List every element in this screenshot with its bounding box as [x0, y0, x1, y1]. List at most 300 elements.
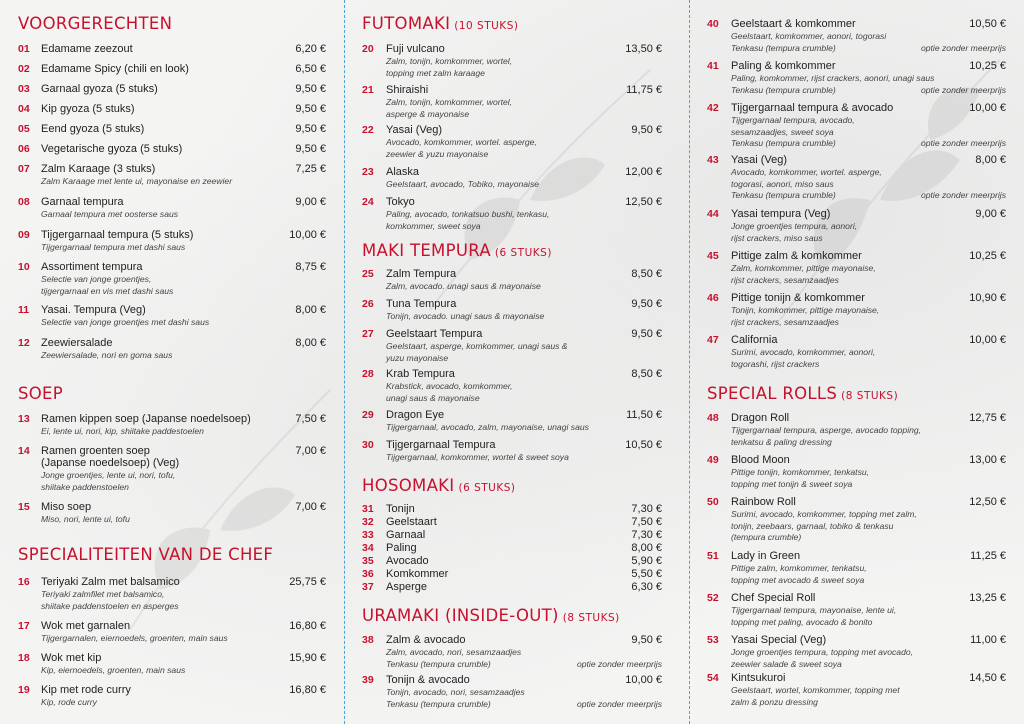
item-number: 07 [18, 163, 30, 175]
item-number: 40 [707, 18, 719, 30]
menu-item [18, 501, 326, 524]
item-name: Zalm & avocado [386, 634, 466, 646]
item-price: 10,00 € [289, 229, 326, 241]
item-number: 28 [362, 368, 374, 380]
item-number: 39 [362, 674, 374, 686]
item-number: 44 [707, 208, 719, 220]
menu-item [18, 163, 326, 186]
item-number: 13 [18, 413, 30, 425]
item-number: 38 [362, 634, 374, 646]
item-description: komkommer, sweet soya [386, 220, 481, 231]
item-number: 19 [18, 684, 30, 696]
menu-item [707, 412, 1006, 447]
item-price: 8,50 € [631, 268, 662, 280]
item-number: 36 [362, 568, 374, 580]
menu-item [707, 550, 1006, 585]
item-name: Yasai tempura (Veg) [731, 208, 831, 220]
item-description: Tijgergarnaal tempura, mayonaise, lente ui, [731, 605, 897, 615]
item-description: Jonge groentjes, lente ui, nori, tofu, [41, 470, 176, 480]
item-name: Krab Tempura [386, 368, 455, 380]
menu-item [362, 634, 662, 669]
item-number: 02 [18, 63, 30, 75]
item-description: Geelstaart, avocado, Tobiko, mayonaise [386, 179, 540, 189]
item-name: Dragon Eye [386, 409, 445, 421]
item-name: Geelstaart & komkommer [731, 18, 856, 30]
item-description: shiitake paddenstoelen [41, 481, 129, 492]
item-description: Zalm, avocado, nori, sesamzaadjes [386, 647, 522, 657]
item-price: 7,50 € [631, 516, 662, 528]
item-description: Pittige zalm, komkommer, tenkatsu, [731, 563, 867, 573]
item-number: 29 [362, 409, 374, 421]
menu-item [18, 576, 326, 611]
menu-item [362, 503, 662, 517]
item-description: Kip, eiernoedels, groenten, main saus [41, 665, 186, 675]
section-title [362, 241, 552, 260]
item-number: 05 [18, 123, 30, 135]
item-name: Lady in Green [731, 550, 801, 562]
menu-item [707, 250, 1006, 285]
item-description: Jonge groentjes tempura, aonori, [731, 221, 858, 231]
item-name: Zalm Tempura [386, 268, 457, 280]
item-description: Zeewiersalade, nori en goma saus [41, 350, 173, 360]
item-price: 25,75 € [289, 576, 326, 588]
menu-item [707, 592, 1006, 627]
item-option: optie zonder meerprijs [920, 190, 1006, 200]
item-price: 14,50 € [969, 672, 1006, 684]
item-number: 23 [362, 166, 374, 178]
menu-item [362, 555, 662, 569]
menu-item [707, 60, 1006, 95]
item-name: Edamame zeezout [41, 43, 133, 55]
item-price: 10,25 € [969, 60, 1006, 72]
item-description: zeewier salade & sweet soya [731, 658, 842, 669]
item-number: 31 [362, 503, 374, 515]
section-title-text: HOSOMAKI [362, 476, 455, 495]
section-subtitle: (8 STUKS) [562, 612, 620, 624]
menu-item [707, 208, 1006, 243]
item-name: Tonijn [386, 503, 415, 515]
menu-item [362, 298, 662, 321]
section-subtitle: (8 STUKS) [841, 390, 899, 402]
item-name: Assortiment tempura [41, 261, 143, 273]
item-number: 25 [362, 268, 374, 280]
item-number: 49 [707, 454, 719, 466]
item-price: 8,00 € [295, 337, 326, 349]
item-description: Tenkasu (tempura crumble) [731, 84, 836, 95]
item-description: tonijn, zeebaars, garnaal, tobiko & tenkasu [731, 520, 894, 531]
menu-item [18, 652, 326, 675]
item-number: 51 [707, 550, 719, 562]
item-price: 9,50 € [295, 143, 326, 155]
section-subtitle: (6 STUKS) [458, 482, 516, 494]
item-price: 13,00 € [969, 454, 1006, 466]
menu-item [18, 337, 326, 360]
section-title-text: SOEP [18, 384, 64, 403]
item-number: 33 [362, 529, 374, 541]
item-option: optie zonder meerprijs [576, 658, 662, 669]
item-name: Yasai (Veg) [731, 154, 788, 166]
item-description: asperge & mayonaise [386, 108, 470, 119]
item-number: 12 [18, 337, 30, 349]
menu-item [362, 516, 662, 530]
item-number: 21 [362, 84, 374, 96]
item-name: Chef Special Roll [731, 592, 816, 604]
menu-item [362, 409, 662, 432]
item-number: 08 [18, 196, 30, 208]
item-description: Zalm, avocado. unagi saus & mayonaise [386, 281, 541, 291]
item-number: 24 [362, 196, 374, 208]
menu-item [362, 124, 662, 159]
item-price: 6,30 € [631, 581, 662, 593]
item-description: Tijgergarnaal, komkommer, wortel & sweet soya [386, 452, 569, 462]
item-description: Geelstaart, asperge, komkommer, unagi saus & [386, 341, 568, 351]
item-description: yuzu mayonaise [386, 352, 449, 363]
item-description: Geelstaart, wortel, komkommer, topping met [731, 685, 900, 695]
item-description: Tonijn, komkommer, pittige mayonaise, [731, 305, 880, 315]
section-title-text: SPECIALITEITEN VAN DE CHEF [18, 545, 274, 564]
item-name: Dragon Roll [731, 412, 790, 424]
section-title-text: FUTOMAKI [362, 14, 451, 33]
item-name: Tijgergarnaal tempura & avocado [731, 102, 894, 114]
item-description: Teriyaki zalmfilet met balsamico, [41, 589, 165, 599]
menu-item [362, 529, 662, 543]
item-description: Zalm, komkommer, pittige mayonaise, [731, 263, 876, 273]
menu-item [362, 166, 662, 189]
item-number: 09 [18, 229, 30, 241]
item-name: Geelstaart Tempura [386, 328, 483, 340]
item-price: 15,90 € [289, 652, 326, 664]
item-description: Tonijn, avocado, nori, sesamzaadjes [386, 687, 525, 697]
item-description: tenkatsu & paling dressing [731, 436, 832, 447]
item-price: 13,50 € [625, 43, 662, 55]
item-description: Tenkasu (tempura crumble) [731, 138, 836, 148]
menu-item [18, 684, 326, 707]
item-description: (tempura crumble) [731, 532, 802, 542]
item-description: Zalm, tonijn, komkommer, wortel, [386, 56, 513, 66]
item-number: 10 [18, 261, 30, 273]
item-number: 50 [707, 496, 719, 508]
section-title [362, 476, 516, 495]
item-name: Yasai. Tempura (Veg) [41, 304, 146, 316]
item-name: Asperge [386, 581, 427, 593]
item-name: Wok met kip [41, 652, 102, 664]
item-description: Tijgergarnaal tempura met dashi saus [41, 242, 186, 252]
item-number: 47 [707, 334, 719, 346]
menu-item [18, 83, 326, 97]
item-name: Edamame Spicy (chili en look) [41, 63, 189, 75]
item-price: 9,50 € [631, 124, 662, 136]
item-number: 16 [18, 576, 30, 588]
item-number: 20 [362, 43, 374, 55]
menu-item [18, 143, 326, 157]
item-name: Miso soep [41, 501, 92, 513]
item-price: 9,00 € [975, 208, 1006, 220]
item-description: shiitake paddenstoelen en asperges [41, 600, 179, 611]
section-title [362, 14, 518, 33]
item-name: Tijgergarnaal Tempura [386, 439, 496, 451]
menu-item [707, 496, 1006, 542]
section-title [18, 545, 273, 564]
section-title-text: MAKI TEMPURA [362, 241, 491, 260]
menu-item [362, 439, 662, 462]
item-name: Zalm Karaage (3 stuks) [41, 163, 156, 175]
item-price: 8,75 € [295, 261, 326, 273]
item-price: 13,25 € [969, 592, 1006, 604]
item-price: 7,25 € [295, 163, 326, 175]
item-number: 26 [362, 298, 374, 310]
item-price: 6,20 € [295, 43, 326, 55]
item-name: Ramen kippen soep (Japanse noedelsoep) [41, 413, 251, 425]
menu-item [362, 581, 662, 595]
item-number: 30 [362, 439, 374, 451]
item-price: 12,00 € [625, 166, 662, 178]
menu-item [707, 102, 1006, 148]
menu-item [362, 674, 662, 709]
item-name: Blood Moon [731, 454, 790, 466]
menu-item [707, 672, 1006, 707]
menu-item [18, 413, 326, 436]
item-number: 27 [362, 328, 374, 340]
menu-item [707, 334, 1006, 369]
item-price: 7,50 € [295, 413, 326, 425]
item-description: Tenkasu (tempura crumble) [731, 42, 836, 53]
item-name: Avocado [386, 555, 429, 567]
item-name: Yasai (Veg) [386, 124, 443, 136]
item-description: Tijgergarnaal tempura, avocado, [731, 115, 855, 125]
menu-item [362, 84, 662, 119]
item-name: Tokyo [386, 196, 415, 208]
item-number: 04 [18, 103, 30, 115]
item-name: Paling [386, 542, 417, 554]
item-number: 37 [362, 581, 374, 593]
item-description: Pittige tonijn, komkommer, tenkatsu, [731, 467, 870, 477]
item-name: Paling & komkommer [731, 60, 836, 72]
menu-item [18, 304, 326, 327]
item-number: 35 [362, 555, 374, 567]
menu-item [707, 154, 1006, 200]
section-title [18, 14, 172, 33]
item-price: 9,50 € [295, 123, 326, 135]
item-description: Garnaal tempura met oosterse saus [41, 209, 179, 219]
item-description: Tenkasu (tempura crumble) [386, 658, 491, 669]
item-number: 06 [18, 143, 30, 155]
item-name: Tuna Tempura [386, 298, 457, 310]
item-description: togorasi, aonori, miso saus [731, 178, 834, 189]
item-description: Krabstick, avocado, komkommer, [386, 381, 513, 391]
menu-item [18, 261, 326, 296]
item-price: 12,75 € [969, 412, 1006, 424]
item-number: 18 [18, 652, 30, 664]
item-description: topping met paling, avocado & bonito [731, 616, 873, 627]
item-description: sesamzaadjes, sweet soya [731, 126, 834, 137]
item-description: zeewier & yuzu mayonaise [386, 148, 489, 159]
item-price: 10,00 € [969, 102, 1006, 114]
item-description: Tijgergarnalen, eiernoedels, groenten, main saus [41, 633, 228, 643]
item-description: topping met avocado & sweet soya [731, 574, 865, 585]
menu-item [362, 368, 662, 403]
item-name: Vegetarische gyoza (5 stuks) [41, 143, 183, 155]
item-number: 48 [707, 412, 719, 424]
item-number: 52 [707, 592, 719, 604]
item-name: Fuji vulcano [386, 43, 445, 55]
item-number: 03 [18, 83, 30, 95]
item-number: 01 [18, 43, 30, 55]
item-price: 7,30 € [631, 503, 662, 515]
item-price: 16,80 € [289, 684, 326, 696]
item-description: Tonijn, avocado. unagi saus & mayonaise [386, 311, 545, 321]
menu-item [18, 63, 326, 77]
item-name: California [731, 334, 778, 346]
item-price: 11,75 € [626, 84, 662, 96]
column-divider [344, 0, 345, 724]
item-name: Garnaal tempura [41, 196, 124, 208]
item-price: 7,30 € [631, 529, 662, 541]
item-description: Zalm Karaage met lente ui, mayonaise en zeewier [41, 176, 233, 186]
item-price: 7,00 € [295, 501, 326, 513]
item-number: 42 [707, 102, 719, 114]
item-number: 53 [707, 634, 719, 646]
item-price: 9,50 € [295, 83, 326, 95]
item-description: Miso, nori, lente ui, tofu [41, 514, 130, 524]
item-number: 41 [707, 60, 719, 72]
item-name: Eend gyoza (5 stuks) [41, 123, 145, 135]
item-name: Shiraishi [386, 84, 429, 96]
item-description: Avocado, komkommer, wortel. asperge, [731, 167, 882, 177]
item-name: Zeewiersalade [41, 337, 113, 349]
item-description: Selectie van jonge groentjes met dashi saus [41, 317, 210, 327]
item-name: Ramen groenten soep (Japanse noedelsoep) (Veg) [41, 445, 180, 469]
section-title [18, 384, 63, 403]
menu-item [707, 634, 1006, 669]
section-title-text: VOORGERECHTEN [18, 14, 173, 33]
item-number: 22 [362, 124, 374, 136]
menu-item [362, 568, 662, 582]
item-number: 14 [18, 445, 30, 457]
item-name: Yasai Special (Veg) [731, 634, 827, 646]
menu-item [18, 123, 326, 137]
menu-item [18, 103, 326, 117]
item-description: Selectie van jonge groentjes, [41, 274, 152, 284]
item-number: 54 [707, 672, 719, 684]
menu-item [18, 43, 326, 57]
item-description: Tenkasu (tempura crumble) [386, 698, 491, 709]
item-description: topping met tonijn & sweet soya [731, 478, 853, 489]
item-price: 12,50 € [969, 496, 1006, 508]
section-title-text: SPECIAL ROLLS [707, 384, 838, 403]
item-name: Garnaal [386, 529, 426, 541]
item-description: Paling, avocado, tonkatsuo bushi, tenkasu, [386, 209, 550, 219]
item-description: Tenkasu (tempura crumble) [731, 190, 836, 200]
item-number: 46 [707, 292, 719, 304]
item-name: Geelstaart [386, 516, 437, 528]
item-price: 6,50 € [295, 63, 326, 75]
item-description: Paling, komkommer, rijst crackers, aonori, unagi saus [731, 73, 935, 83]
menu-item [362, 268, 662, 291]
item-price: 9,50 € [631, 634, 662, 646]
item-price: 8,00 € [975, 154, 1006, 166]
item-price: 10,25 € [969, 250, 1006, 262]
item-description: Geelstaart, komkommer, aonori, togorasi [731, 31, 887, 41]
section-title [362, 606, 620, 625]
item-number: 34 [362, 542, 374, 554]
item-price: 5,90 € [631, 555, 662, 567]
item-description: topping met zalm karaage [386, 67, 485, 78]
item-description: rijst crackers, miso saus [731, 232, 823, 243]
item-number: 15 [18, 501, 30, 513]
item-description: rijst crackers, sesamzaadjes [731, 274, 839, 285]
item-name: Tijgergarnaal tempura (5 stuks) [41, 229, 194, 241]
item-option: optie zonder meerprijs [920, 42, 1006, 53]
item-price: 8,00 € [295, 304, 326, 316]
menu-item [362, 196, 662, 231]
item-option: optie zonder meerprijs [576, 698, 662, 709]
section-title [707, 384, 898, 403]
item-number: 45 [707, 250, 719, 262]
menu-item [18, 445, 326, 492]
item-price: 10,90 € [969, 292, 1006, 304]
item-name: Alaska [386, 166, 420, 178]
item-number: 17 [18, 620, 30, 632]
item-price: 9,50 € [295, 103, 326, 115]
menu-item [18, 620, 326, 643]
item-number: 32 [362, 516, 374, 528]
item-description: Jonge groentjes tempura, topping met avocado, [731, 647, 914, 657]
menu-item [18, 196, 326, 219]
item-price: 7,00 € [295, 445, 326, 457]
item-price: 8,00 € [631, 542, 662, 554]
item-name: Kintsukuroi [731, 672, 786, 684]
item-description: Avocado, komkommer, wortel. asperge, [386, 137, 537, 147]
item-price: 11,25 € [970, 550, 1006, 562]
item-name: Pittige zalm & komkommer [731, 250, 862, 262]
item-description: rijst crackers, sesamzaadjes [731, 316, 839, 327]
item-name: Kip gyoza (5 stuks) [41, 103, 135, 115]
item-description: Tijgergarnaal tempura, asperge, avocado topping, [731, 425, 922, 435]
menu-item [362, 43, 662, 78]
item-number: 11 [18, 304, 30, 316]
item-price: 11,00 € [970, 634, 1006, 646]
item-name: Wok met garnalen [41, 620, 131, 632]
section-subtitle: (10 STUKS) [454, 20, 519, 32]
section-subtitle: (6 STUKS) [494, 247, 552, 259]
item-description: Surimi, avocado, komkommer, topping met zalm, [731, 509, 917, 519]
item-price: 9,00 € [295, 196, 326, 208]
item-number: 43 [707, 154, 719, 166]
menu-item [707, 292, 1006, 327]
item-price: 10,00 € [625, 674, 662, 686]
item-name: Komkommer [386, 568, 449, 580]
item-name: Teriyaki Zalm met balsamico [41, 576, 180, 588]
item-name: Pittige tonijn & komkommer [731, 292, 865, 304]
item-price: 5,50 € [631, 568, 662, 580]
menu-item [707, 454, 1006, 489]
menu-item [362, 542, 662, 556]
item-description: Tijgergarnaal, avocado, zalm, mayonaise, unagi saus [386, 422, 589, 432]
item-price: 11,50 € [626, 409, 662, 421]
item-price: 10,00 € [969, 334, 1006, 346]
item-price: 9,50 € [631, 328, 662, 340]
item-price: 8,50 € [631, 368, 662, 380]
item-description: zalm & ponzu dressing [731, 696, 818, 707]
menu-item [707, 18, 1006, 53]
item-description: tijgergarnaal en vis met dashi saus [41, 285, 174, 296]
item-option: optie zonder meerprijs [920, 138, 1006, 148]
item-price: 10,50 € [969, 18, 1006, 30]
item-description: Surimi, avocado, komkommer, aonori, [731, 347, 876, 357]
item-price: 10,50 € [625, 439, 662, 451]
column-divider [689, 0, 690, 724]
item-price: 9,50 € [631, 298, 662, 310]
